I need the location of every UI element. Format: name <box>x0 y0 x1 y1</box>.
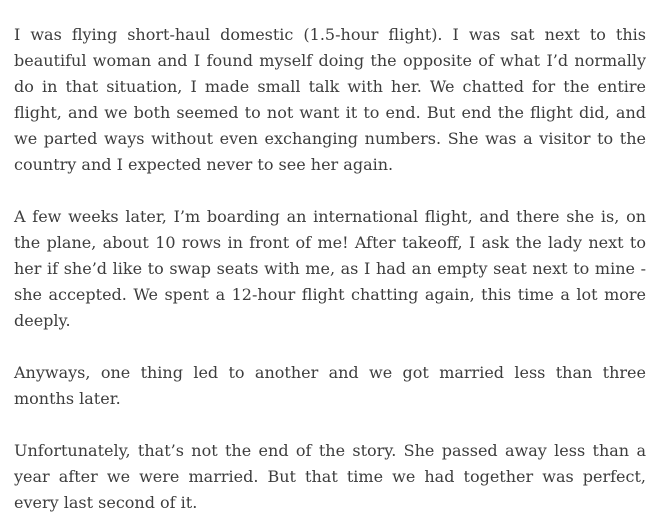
story-paragraph-3: Anyways, one thing led to another and we got married less than three months later. <box>14 363 646 408</box>
story-paragraph-4: Unfortunately, that’s not the end of the story. She passed away less than a year after we were married. But that time we had together was perfect, every last second of it. <box>14 441 646 512</box>
story-paragraph-2: A few weeks later, I’m boarding an international flight, and there she is, on the plane, about 10 rows in front of me! After takeoff, I ask the lady next to her if she’d like to swap seats with me, as I had an empty seat next to mine - she accepted. We spent a 12-hour flight chatting again, this time a lot more deeply. <box>14 207 646 330</box>
story-paragraph-1: I was flying short-haul domestic (1.5-hour flight). I was sat next to this beautiful woman and I found myself doing the opposite of what I’d normally do in that situation, I made small talk with her. We chatted for the entire flight, and we both seemed to not want it to end. But end the flight did, and we parted ways without even exchanging numbers. She was a visitor to the country and I expected never to see her again. <box>14 25 646 174</box>
